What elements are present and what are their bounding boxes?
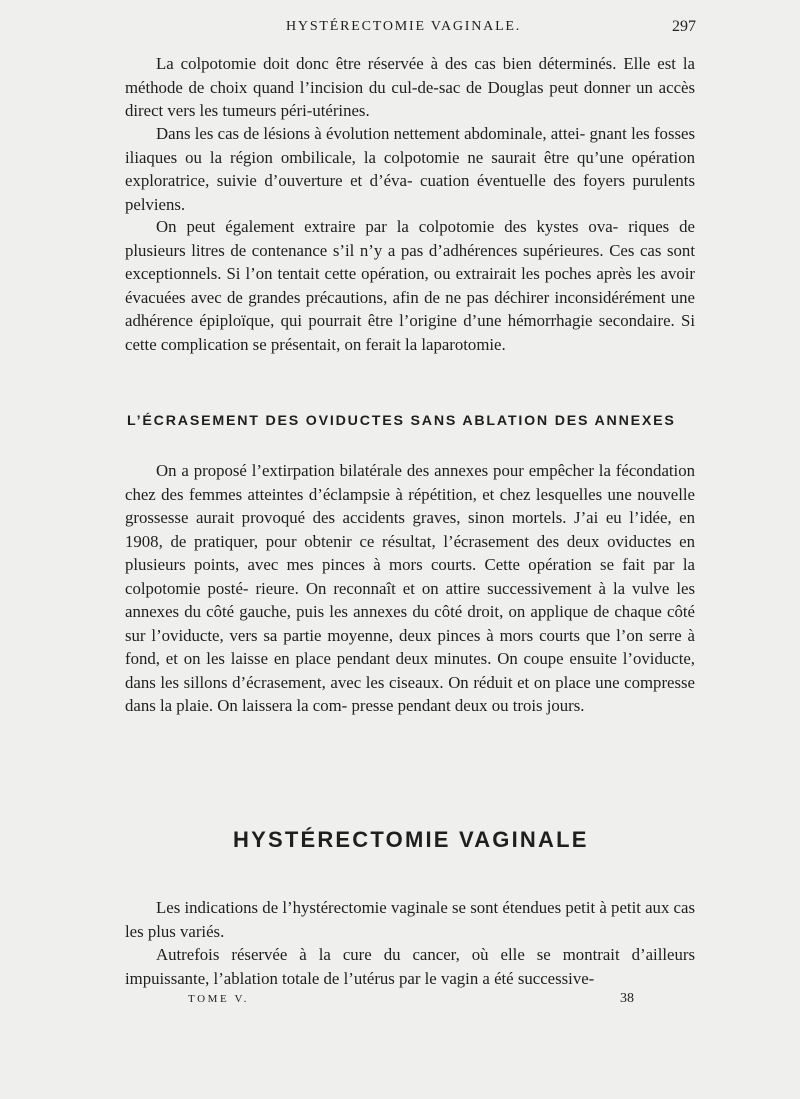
paragraph-indications: Les indications de l’hystérectomie vaginale se sont étendues petit à petit aux cas les plus variés. (125, 898, 695, 941)
paragraph-cancer-history: Autrefois réservée à la cure du cancer, où elle se montrait d’ailleurs impuissante, l’ablation totale de l’utérus par le vagin a été successive- (125, 945, 695, 988)
footer-signature-number: 38 (620, 991, 634, 1006)
page-number: 297 (672, 18, 696, 35)
paragraph-ecrasement-oviductes: On a proposé l’extirpation bilatérale des annexes pour empêcher la fécondation chez des femmes atteintes d’éclampsie à répétition, et chez lesquelles une nouvelle grossesse aurait provoqué des accidents graves, sinon mortels. J’ai eu l’idée, en 1908, de pratiquer, pour obtenir ce résultat, l’écrasement des deux oviductes en plusieurs points, avec mes pinces à mors courts. Cette opération se fait par la colpotomie posté- rieure. On reconnaît et on attire successivement à la vulve les annexes du côté gauche, puis les annexes du côté droit, on applique de chaque côté sur l’oviducte, vers sa partie moyenne, deux pinces à mors courts que l’on serre à fond, et on les laisse en place pendant deux minutes. On coupe ensuite l’oviducte, dans les sillons d’écrasement, avec les ciseaux. On réduit et on place une compresse dans la plaie. On laissera la com- presse pendant deux ou trois jours. (125, 461, 695, 715)
footer-volume: TOME V. (188, 993, 249, 1005)
running-header-title: HYSTÉRECTOMIE VAGINALE. (286, 19, 522, 34)
paragraph-colpotomie-conclusion: La colpotomie doit donc être réservée à des cas bien déterminés. Elle est la méthode de choix quand l’incision du cul-de-sac de Douglas peut donner un accès direct vers les tumeurs péri-utérines. (125, 54, 695, 120)
paragraph-lesions-abdominales: Dans les cas de lésions à évolution nettement abdominale, attei- gnant les fosses iliaques ou la région ombilicale, la colpotomie ne saurait être qu’une opération exploratrice, suivie d’ouverture et d’éva- cuation éventuelle des foyers purulents pelviens. (125, 124, 695, 214)
paragraph-kystes-ovariques: On peut également extraire par la colpotomie des kystes ova- riques de plusieurs litres de contenance s’il n’y a pas d’adhérences supérieures. Ces cas sont exceptionnels. Si l’on tentait cette opération, ou extrairait les poches après les avoir évacuées avec de grandes précautions, afin de ne pas déchirer inconsidérément une adhérence épiploïque, qui pourrait être l’origine d’une hémorrhagie secondaire. Si cette complication se présentait, on ferait la laparotomie. (125, 217, 695, 354)
chapter-title: HYSTÉRECTOMIE VAGINALE (233, 827, 589, 852)
section-heading: L’ÉCRASEMENT DES OVIDUCTES SANS ABLATION DES ANNEXES (127, 413, 676, 429)
